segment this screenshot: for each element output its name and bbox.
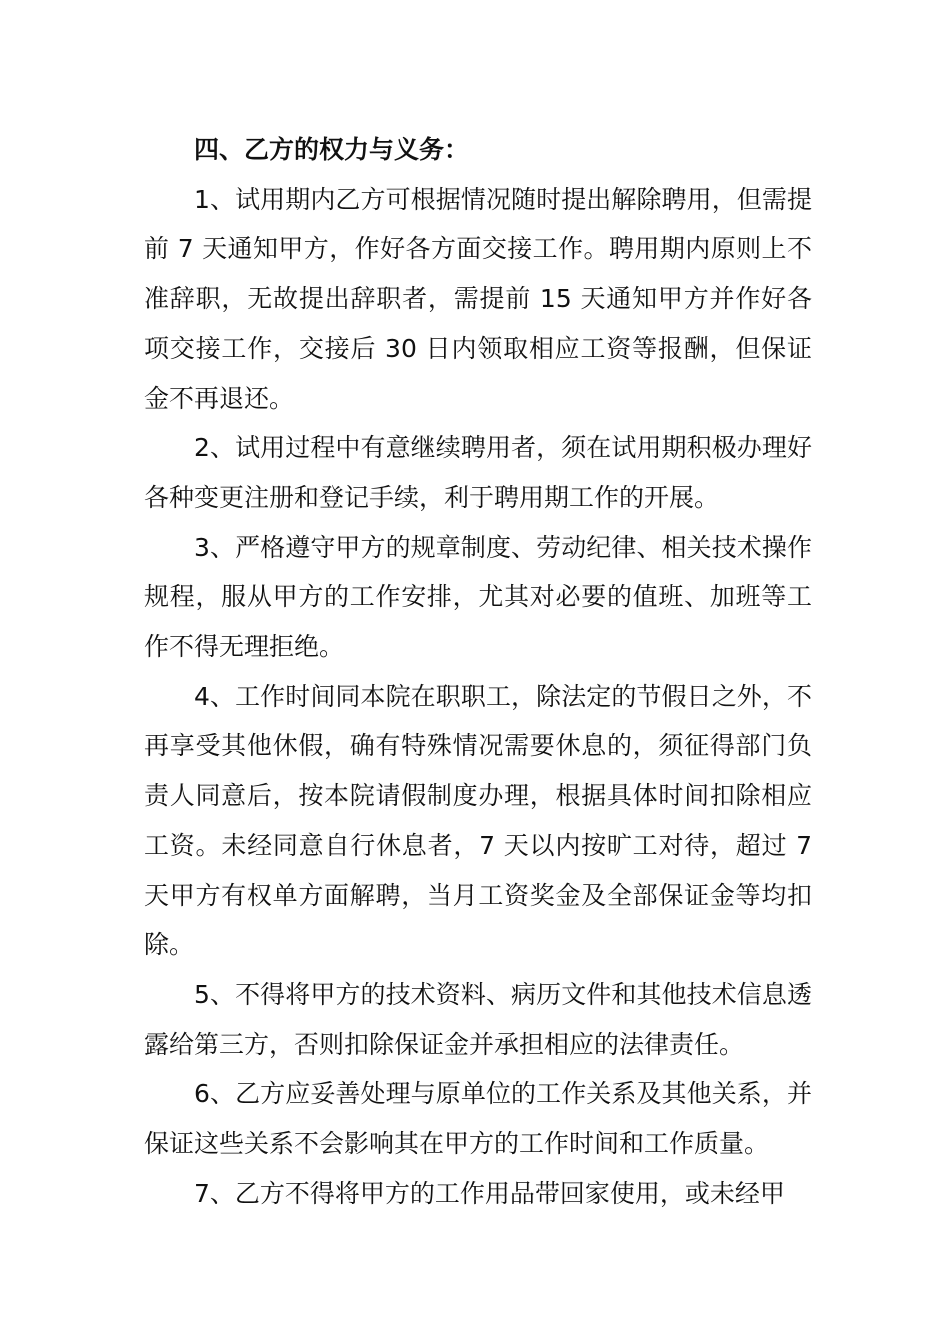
paragraph-6: 6、乙方应妥善处理与原单位的工作关系及其他关系，并保证这些关系不会影响其在甲方的工作时间和工作质量。 (144, 1079, 812, 1159)
paragraph-3: 3、严格遵守甲方的规章制度、劳动纪律、相关技术操作规程，服从甲方的工作安排，尤其对必要的值班、加班等工作不得无理拒绝。 (144, 532, 812, 662)
paragraph-1: 1、试用期内乙方可根据情况随时提出解除聘用，但需提前 7 天通知甲方，作好各方面交接工作。聘用期内原则上不准辞职，无故提出辞职者，需提前 15 天通知甲方并作好各项交接工作，交接后 30 日内领取相应工资等报酬，但保证金不再退还。 (144, 184, 812, 413)
paragraph-5: 5、不得将甲方的技术资料、病历文件和其他技术信息透露给第三方，否则扣除保证金并承担相应的法律责任。 (144, 979, 812, 1059)
paragraph-2: 2、试用过程中有意继续聘用者，须在试用期积极办理好各种变更注册和登记手续，利于聘用期工作的开展。 (144, 433, 812, 512)
section-heading: 四、乙方的权力与义务： (194, 135, 470, 164)
paragraph-4: 4、工作时间同本院在职职工，除法定的节假日之外，不再享受其他休假，确有特殊情况需要休息的，须征得部门负责人同意后，按本院请假制度办理，根据具体时间扣除相应工资。未经同意自行休息者，7 天以内按旷工对待，超过 7 天甲方有权单方面解聘，当月工资奖金及全部保证金等均扣除。 (144, 681, 812, 960)
paragraph-7: 7、乙方不得将甲方的工作用品带回家使用，或未经甲 (194, 1178, 785, 1208)
document-body (144, 125, 812, 1218)
